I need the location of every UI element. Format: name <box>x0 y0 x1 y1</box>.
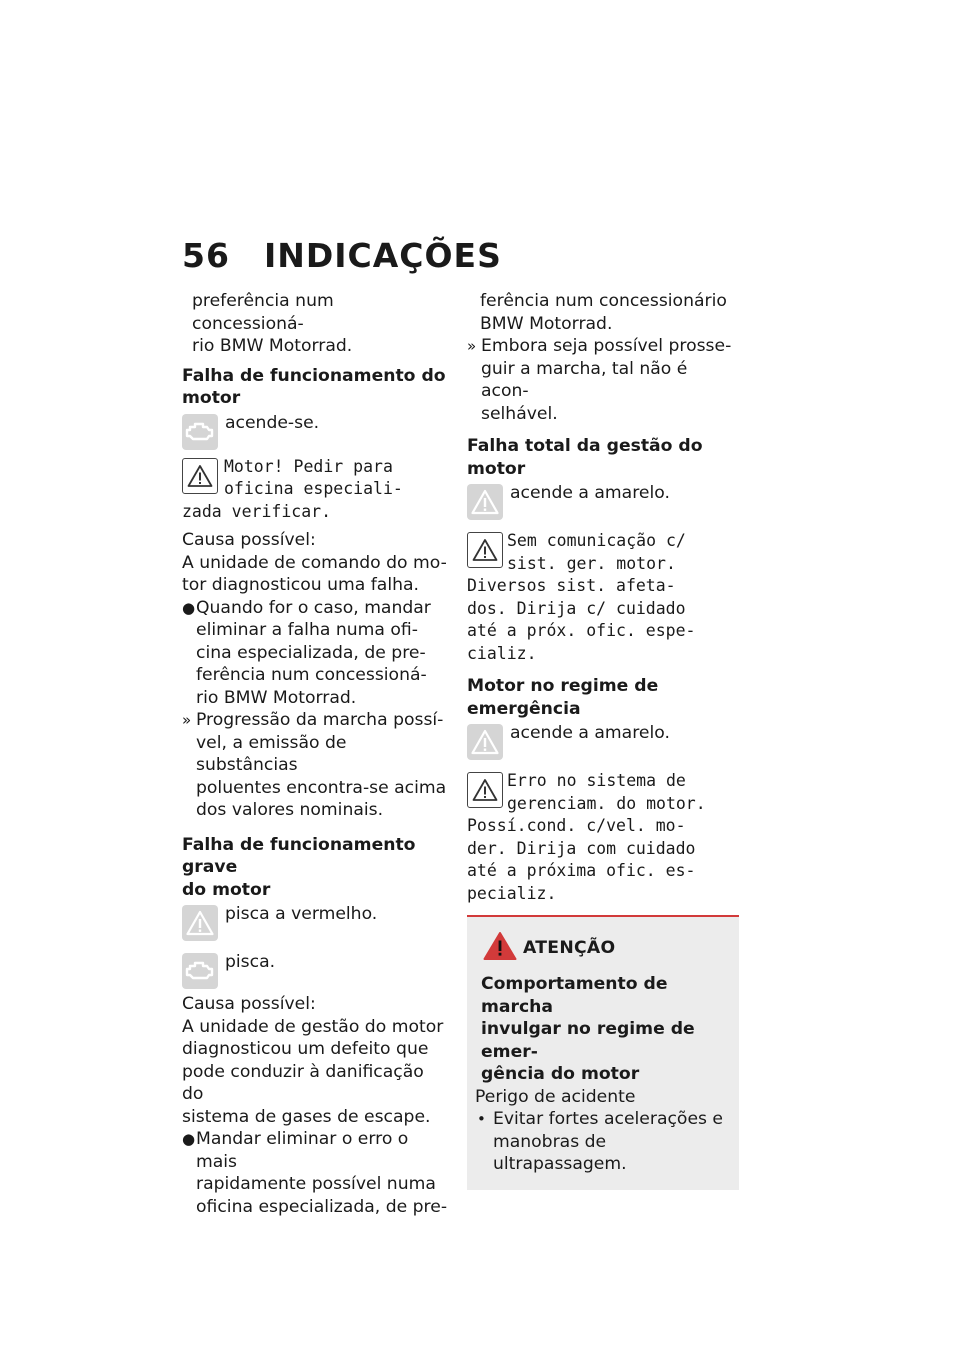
bullet-item <box>182 1128 450 1218</box>
right-column <box>467 290 739 1190</box>
text-line: manobras de ultrapassagem. <box>493 1131 627 1174</box>
continued-text <box>182 290 450 358</box>
text-line: poluentes encontra-se acima <box>196 777 447 798</box>
message-line: dos. Dirija c/ cuidado <box>467 598 686 618</box>
text-line: eliminar a falha numa ofi- <box>196 620 418 640</box>
indicator-row <box>467 722 739 760</box>
bullet-marker: • <box>477 1110 486 1128</box>
attention-bullet <box>475 1108 731 1176</box>
text-line: vel, a emissão de substâncias <box>196 732 347 775</box>
message-line: Possí.cond. c/vel. mo- <box>467 816 686 835</box>
bullet-marker: ● <box>182 1130 196 1148</box>
text-line: Mandar eliminar o erro o mais <box>196 1129 409 1172</box>
title-line: Motor no regime de <box>467 676 659 696</box>
text-line: preferência num concessioná- <box>192 291 334 334</box>
text-line: diagnosticou um defeito que <box>182 1039 429 1059</box>
title-line: motor <box>467 458 526 479</box>
message-line: até a próxima ofic. es- <box>467 861 696 880</box>
text-line: Quando for o caso, mandar <box>196 597 431 618</box>
title-line: do motor <box>182 879 271 900</box>
attention-subtitle <box>475 973 731 1086</box>
text-line: Comportamento de marcha <box>481 974 668 1017</box>
indicator-label: pisca a vermelho. <box>225 904 378 924</box>
text-line: pode conduzir à danificação do <box>182 1061 424 1104</box>
bullet-marker: ● <box>182 598 196 617</box>
message-line: Diversos sist. afeta- <box>467 576 676 595</box>
text-line: selhável. <box>481 403 558 424</box>
cause-text <box>182 552 450 597</box>
message-line: Sem comunicação c/ <box>507 531 686 550</box>
warning-triangle-icon <box>467 532 503 568</box>
continued-text <box>467 290 739 335</box>
text-line: cina especializada, de pre- <box>196 642 426 663</box>
result-item <box>182 709 450 822</box>
warning-triangle-icon <box>467 484 503 520</box>
warning-triangle-icon <box>467 772 503 808</box>
text-line: oficina especializada, de pre- <box>196 1196 448 1217</box>
title-line: Falha de funcionamento grave <box>182 834 416 877</box>
page-title: INDICAÇÕES <box>263 236 502 275</box>
text-line: rio BMW Motorrad. <box>196 687 357 708</box>
cause-label: Causa possível: <box>182 994 316 1014</box>
text-line: Embora seja possível prosse- <box>481 336 732 356</box>
cause-text <box>182 1016 450 1129</box>
indicator-row <box>182 951 450 989</box>
message-line: Motor! Pedir para <box>224 456 393 476</box>
message-line: pecializ. <box>467 883 557 903</box>
indicator-label: acende a amarelo. <box>510 723 670 743</box>
message-line: zada verificar. <box>182 501 332 521</box>
title-line: Falha de funcionamento do <box>182 365 446 386</box>
message-line: gerenciam. do motor. <box>507 793 706 813</box>
result-marker: » <box>182 711 192 729</box>
page-header <box>182 236 502 275</box>
text-line: Progressão da marcha possí- <box>196 710 444 730</box>
text-line: A unidade de gestão do motor <box>182 1016 444 1037</box>
indicator-label: acende a amarelo. <box>510 483 670 503</box>
title-line: Falha total da gestão do <box>467 436 703 456</box>
warning-triangle-icon <box>182 905 218 941</box>
message-line: der. Dirija com cuidado <box>467 838 696 858</box>
warning-triangle-icon <box>182 458 218 494</box>
message-line: cializ. <box>467 643 537 663</box>
warning-triangle-icon <box>467 724 503 760</box>
text-line: dos valores nominais. <box>196 800 384 820</box>
attention-box <box>467 915 739 1190</box>
text-line: sistema de gases de escape. <box>182 1106 431 1127</box>
display-message <box>467 770 739 905</box>
text-line: gência do motor <box>481 1064 640 1084</box>
left-column <box>182 290 450 1218</box>
cause-label: Causa possível: <box>182 530 316 550</box>
text-line: ferência num concessionário <box>480 291 727 311</box>
display-message <box>182 456 450 524</box>
text-line: Evitar fortes acelerações e <box>493 1109 724 1129</box>
engine-warning-icon <box>182 414 218 450</box>
message-line: oficina especiali- <box>224 479 403 498</box>
indicator-row <box>182 412 450 450</box>
section-title-engine-fault <box>182 365 450 410</box>
text-line: ferência num concessioná- <box>196 665 427 685</box>
indicator-row <box>182 903 450 941</box>
text-line: invulgar no regime de emer- <box>481 1019 695 1062</box>
indicator-row <box>467 482 739 520</box>
indicator-label: acende-se. <box>225 412 320 433</box>
title-line: emergência <box>467 698 581 719</box>
message-line: Erro no sistema de <box>507 771 686 790</box>
attention-header <box>483 931 731 965</box>
text-line: rapidamente possível numa <box>196 1174 436 1194</box>
text-line: tor diagnosticou uma falha. <box>182 575 419 595</box>
result-marker: » <box>467 337 477 355</box>
page-number: 56 <box>182 236 230 275</box>
bullet-item <box>182 597 450 710</box>
section-title-total-engine-management-failure <box>467 435 739 480</box>
text-line: rio BMW Motorrad. <box>192 336 353 356</box>
attention-title: ATENÇÃO <box>523 938 616 958</box>
result-item <box>467 335 739 425</box>
section-title-severe-engine-fault <box>182 834 450 902</box>
engine-warning-icon <box>182 953 218 989</box>
section-title-engine-emergency-mode <box>467 675 739 720</box>
text-line: BMW Motorrad. <box>480 313 613 334</box>
message-line: sist. ger. motor. <box>507 553 676 573</box>
danger-triangle-icon <box>483 931 517 965</box>
title-line: motor <box>182 388 241 408</box>
text-line: A unidade de comando do mo- <box>182 552 447 573</box>
text-line: guir a marcha, tal não é acon- <box>481 358 688 401</box>
display-message <box>467 530 739 665</box>
message-line: até a próx. ofic. espe- <box>467 621 696 640</box>
indicator-label: pisca. <box>225 952 276 972</box>
attention-danger: Perigo de acidente <box>475 1086 636 1107</box>
